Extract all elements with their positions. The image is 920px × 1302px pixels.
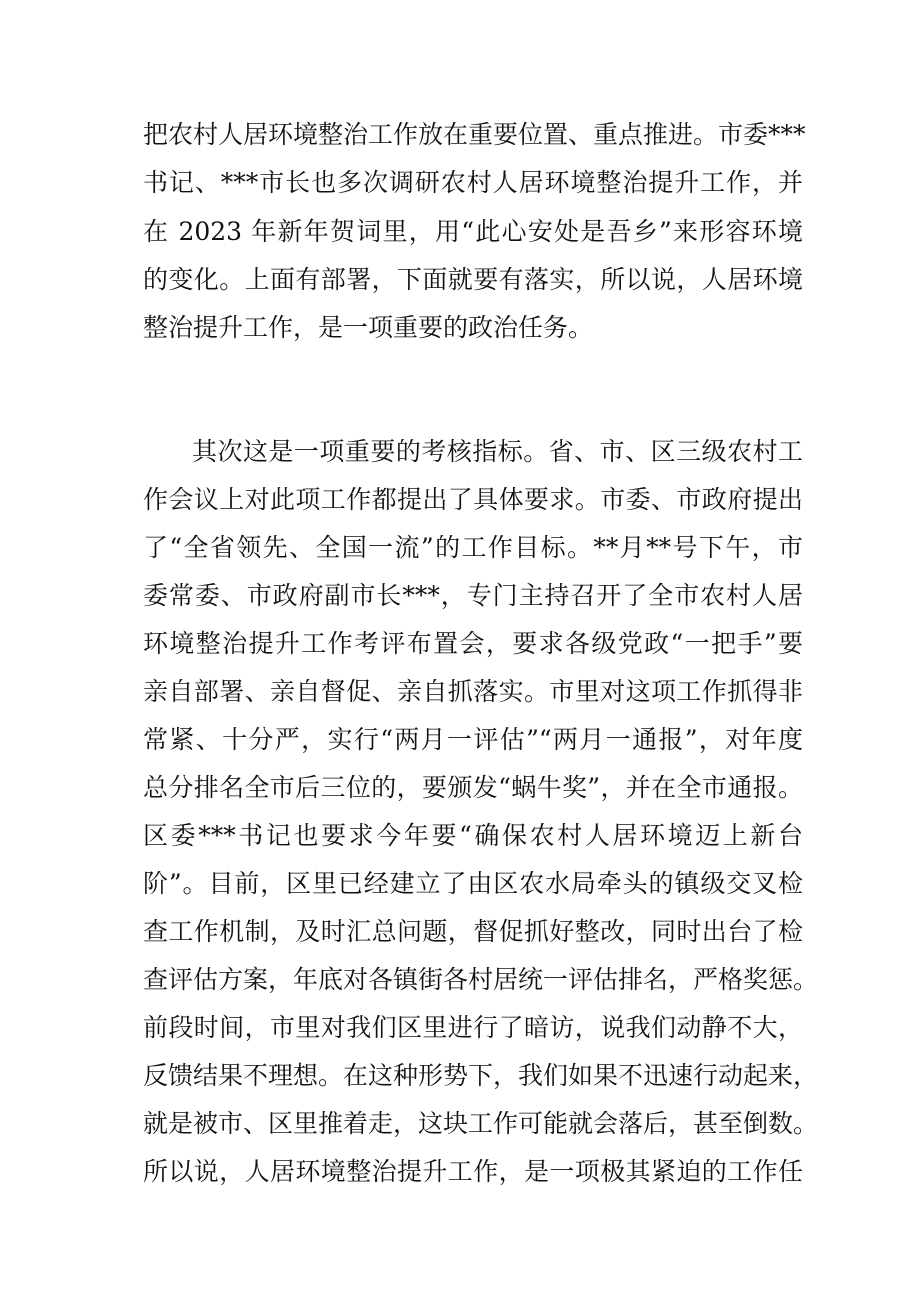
paragraph-2-line: 前段时间，市里对我们区里进行了暗访，说我们动静不大， [143, 1013, 803, 1042]
paragraph-2-line: 所以说，人居环境整治提升工作，是一项极其紧迫的工作任 [143, 1157, 803, 1186]
paragraph-2-line: 区委***书记也要求今年要“确保农村人居环境迈上新台 [143, 821, 803, 850]
paragraph-2-line: 亲自部署、亲自督促、亲自抓落实。市里对这项工作抓得非 [143, 677, 803, 706]
paragraph-2-line: 委常委、市政府副市长***，专门主持召开了全市农村人居 [143, 581, 803, 610]
paragraph-2-line: 查评估方案，年底对各镇街各村居统一评估排名，严格奖惩。 [143, 965, 819, 994]
paragraph-2-line: 环境整治提升工作考评布置会，要求各级党政“一把手”要 [143, 629, 803, 658]
paragraph-2-line: 了“全省领先、全国一流”的工作目标。**月**号下午，市 [143, 533, 803, 562]
paragraph-2-line: 查工作机制，及时汇总问题，督促抓好整改，同时出台了检 [143, 917, 803, 946]
paragraph-1-line: 书记、***市长也多次调研农村人居环境整治提升工作，并 [143, 168, 803, 197]
paragraph-2-line: 就是被市、区里推着走，这块工作可能就会落后，甚至倒数。 [143, 1109, 819, 1138]
paragraph-2-line: 作会议上对此项工作都提出了具体要求。市委、市政府提出 [143, 485, 803, 514]
paragraph-2-line: 其次这是一项重要的考核指标。省、市、区三级农村工 [192, 437, 803, 466]
paragraph-1-line: 整治提升工作，是一项重要的政治任务。 [143, 313, 594, 342]
paragraph-2-line: 阶”。目前，区里已经建立了由区农水局牵头的镇级交叉检 [143, 869, 803, 898]
paragraph-2-line: 总分排名全市后三位的，要颁发“蜗牛奖”，并在全市通报。 [143, 773, 803, 802]
paragraph-2-line: 常紧、十分严，实行“两月一评估”“两月一通报”，对年度 [143, 725, 803, 754]
paragraph-1-line: 的变化。上面有部署，下面就要有落实，所以说，人居环境 [143, 265, 803, 294]
paragraph-1-line: 把农村人居环境整治工作放在重要位置、重点推进。市委*** [143, 120, 806, 149]
paragraph-1-line: 在 2023 年新年贺词里，用“此心安处是吾乡”来形容环境 [143, 217, 803, 246]
paragraph-2-line: 反馈结果不理想。在这种形势下，我们如果不迅速行动起来， [143, 1061, 819, 1090]
